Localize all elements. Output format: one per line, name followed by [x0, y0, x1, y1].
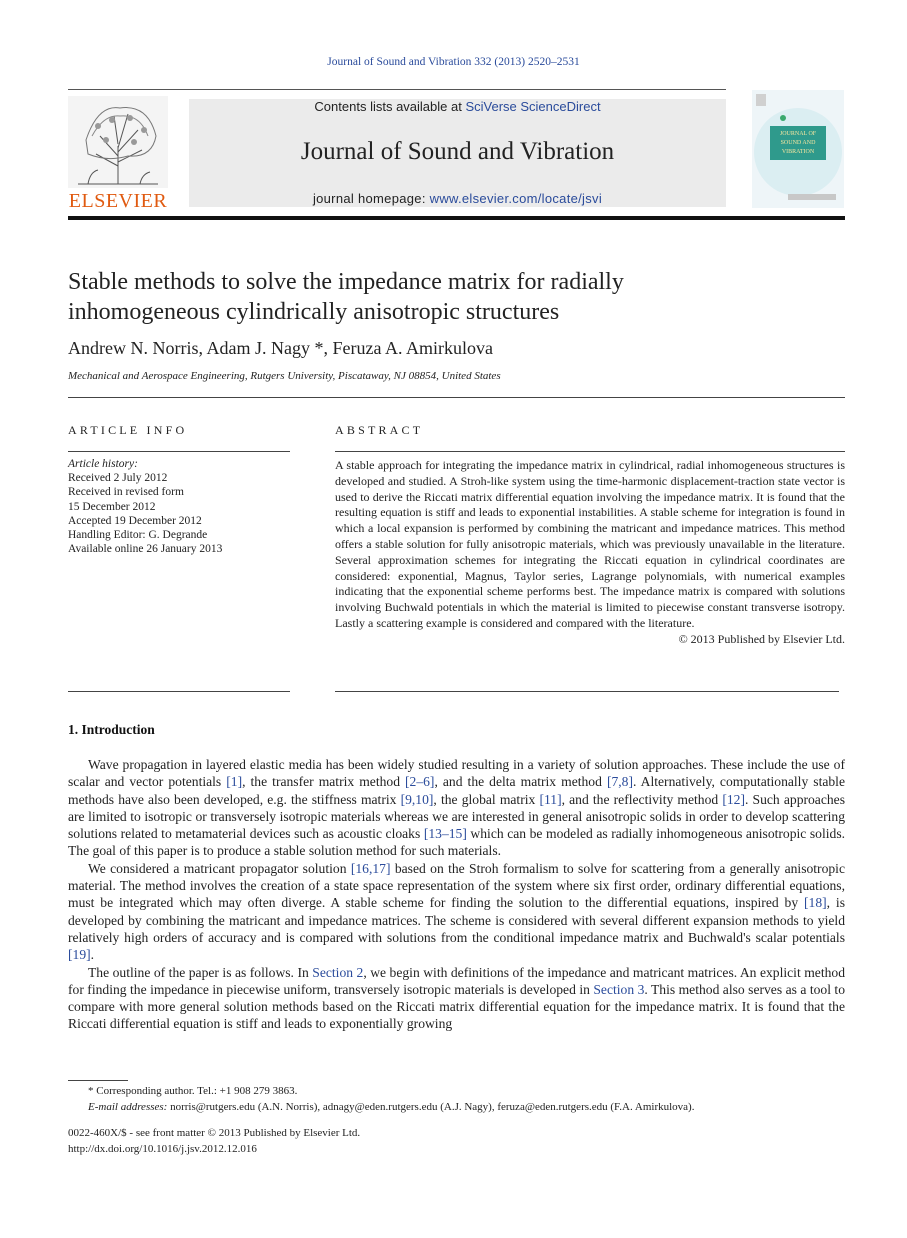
email-addresses: E-mail addresses: norris@rutgers.edu (A.N. Norris), adnagy@eden.rutgers.edu (A.J. Nagy), feruza@eden.rutgers.edu (F.A. Amirkulova). — [88, 1100, 695, 1113]
doi-link[interactable]: http://dx.doi.org/10.1016/j.jsv.2012.12.016 — [68, 1142, 257, 1155]
abstract-rule — [335, 451, 845, 452]
citation-link[interactable]: [2–6] — [405, 774, 435, 790]
citation-link[interactable]: [9,10] — [400, 791, 434, 807]
paragraph-text: We considered a matricant propagator solution — [88, 860, 351, 876]
sciencedirect-link[interactable]: SciVerse ScienceDirect — [465, 99, 601, 114]
footnotes — [68, 1084, 845, 1115]
citation-link[interactable]: [18] — [804, 895, 827, 911]
abstract-bottom-rule — [335, 691, 839, 692]
citation-link[interactable]: [12] — [722, 791, 745, 807]
abstract-copyright: © 2013 Published by Elsevier Ltd. — [678, 631, 845, 646]
intro-paragraph-2 — [68, 860, 845, 964]
journal-title: Journal of Sound and Vibration — [300, 138, 615, 165]
journal-homepage: journal homepage: www.elsevier.com/locate/jsvi — [312, 191, 603, 206]
footnote-rule — [68, 1080, 128, 1081]
cover-title-line-3: VIBRATION — [781, 149, 815, 155]
contents-line: Contents lists available at SciVerse ScienceDirect — [314, 99, 601, 114]
citation-link[interactable]: [19] — [68, 947, 91, 963]
paragraph-text: , the transfer matrix method — [242, 774, 406, 790]
paragraph-text: , the global matrix — [433, 791, 540, 807]
intro-paragraph-3 — [68, 964, 845, 1033]
introduction-body — [68, 756, 845, 1033]
cover-title-line-1: JOURNAL OF — [779, 131, 817, 137]
citation-link[interactable]: [16,17] — [350, 860, 391, 876]
article-info-heading: ARTICLE INFO — [68, 423, 188, 437]
citation-link[interactable]: [13–15] — [423, 826, 467, 842]
section-heading-introduction: 1. Introduction — [68, 722, 155, 737]
paragraph-text: which can be modeled as radially inhomogeneous anisotropic solids. The goal of this paper is to produce a stable solution method for such materials. — [68, 826, 846, 859]
paragraph-text: based on the Stroh formalism to solve for scattering from a generally anisotropic material. The method involves the creation of a state space representation of the system where six first order, ordinary differential equations, must be integrated which may often diverge. A stable scheme for finding the solution to the differential equations, inspired by — [68, 860, 845, 911]
citation-link[interactable]: [1] — [226, 774, 243, 790]
cover-title-line-2: SOUND AND — [780, 140, 816, 146]
paragraph-text: , and the delta matrix method — [434, 774, 607, 790]
journal-cover-thumbnail — [752, 90, 844, 208]
article-info-bottom-rule — [68, 691, 290, 692]
header-thick-rule — [68, 216, 845, 220]
elsevier-wordmark: ELSEVIER — [68, 190, 168, 212]
citation-link[interactable]: Section 3 — [593, 981, 645, 997]
paragraph-text: . — [90, 947, 95, 963]
article-authors: Andrew N. Norris, Adam J. Nagy *, Feruza A. Amirkulova — [68, 338, 493, 358]
paragraph-text: , we begin with definitions of the impedance and matricant matrices. An explicit method for finding the impedance in piecewise uniform, transversely isotropic materials is developed in — [68, 964, 845, 997]
corresponding-author-note: * Corresponding author. Tel.: +1 908 279 3863. — [88, 1085, 298, 1097]
abstract-heading: ABSTRACT — [335, 423, 424, 437]
front-matter-info — [68, 1126, 360, 1157]
author-affiliation: Mechanical and Aerospace Engineering, Rutgers University, Piscataway, NJ 08854, United States — [68, 370, 501, 382]
title-rule — [68, 397, 845, 398]
homepage-link[interactable]: www.elsevier.com/locate/jsvi — [429, 191, 603, 206]
paragraph-text: The outline of the paper is as follows. In — [88, 964, 313, 980]
paragraph-text: . Such approaches are limited to isotropic or transversely isotropic materials whereas we are interested in general anisotropic solids in order to develop scattering solutions related to metamaterial devices such as acoustic cloaks — [68, 791, 845, 842]
paragraph-text: , is developed by combining the matricant and impedance matrices. The scheme is considered with several different expansion methods to yield relatively high orders of accuracy and is compared with solutions from the conditional impedance matrix and Buchwald's scalar potentials — [68, 895, 845, 945]
paragraph-text: . This method also serves as a tool to compare with more general solution methods based on the Riccati matrix differential equation for the impedance matrix. It is found that the Riccati differential equation is stiff and leads to exponentially growing — [68, 981, 845, 1032]
abstract-body: A stable approach for integrating the impedance matrix in cylindrical, radial inhomogeneous structures is developed and studied. A Stroh-like system using the time-harmonic displacement-traction state vector is used to derive the Riccati matrix differential equation involving the impedance matrix. It is found that the resulting equation is stiff and leads to exponential instabilities. A stable scheme for integration is found in which a local expansion is performed by combining the matricant and impedance matrices. This method offers a stable solution for fully anisotropic materials, which was previously unavailable in the literature. Several approximation schemes for integrating the Riccati equation in cylindrical coordinates are considered: exponential, Magnus, Taylor series, Lagrange polynomials, with numerical examples indicating that the exponential scheme performs best. The impedance matrix is compared with solutions involving Buchwald potentials in which the material is limited to piecewise constant transverse isotropy. Lastly a scattering example is considered and compared with the literature. © 2013 Published by Elsevier Ltd. — [335, 458, 845, 646]
citation-link[interactable]: Section 2 — [312, 964, 364, 980]
paragraph-text: . Alternatively, computationally stable methods have also been developed, e.g. the stiffness matrix — [68, 774, 845, 807]
citation-link[interactable]: [7,8] — [606, 774, 633, 790]
header-rule — [68, 89, 726, 90]
paragraph-text: Wave propagation in layered elastic media has been widely studied resulting in a variety of solution approaches. These include the use of scalar and vector potentials — [68, 757, 845, 790]
article-info-rule — [68, 451, 290, 452]
issn-line: 0022-460X/$ - see front matter © 2013 Published by Elsevier Ltd. — [68, 1127, 361, 1139]
paragraph-text: , and the reflectivity method — [561, 791, 723, 807]
intro-paragraph-1 — [68, 756, 845, 860]
journal-citation[interactable]: Journal of Sound and Vibration 332 (2013) 2520–2531 — [327, 56, 580, 68]
article-title: Stable methods to solve the impedance matrix for radially inhomogeneous cylindrically anisotropic structures — [68, 269, 624, 325]
citation-link[interactable]: [11] — [539, 791, 562, 807]
article-history: Article history: Received 2 July 2012 Received in revised form 15 December 2012 Accepted 19 December 2012 Handling Editor: G. Degrande Available online 26 January 2013 — [68, 458, 223, 556]
